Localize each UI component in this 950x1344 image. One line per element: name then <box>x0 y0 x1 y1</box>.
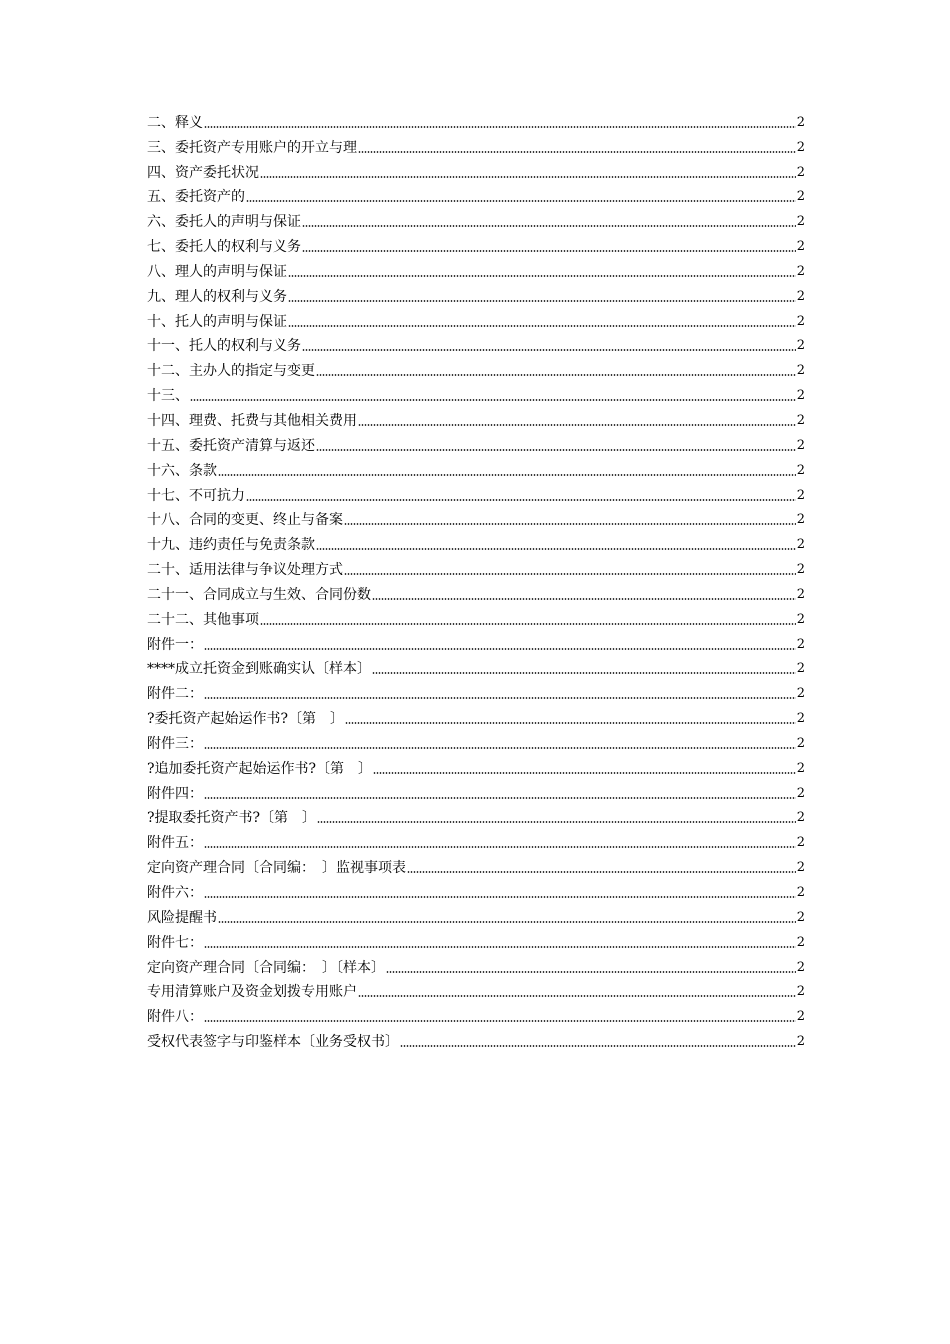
toc-entry[interactable] <box>147 603 805 628</box>
table-of-contents <box>147 106 805 1050</box>
toc-entry-page-number: 2 <box>796 636 805 652</box>
toc-entry[interactable] <box>147 578 805 603</box>
toc-entry[interactable] <box>147 280 805 305</box>
toc-entry-page-number: 2 <box>796 562 805 578</box>
toc-entry-page-number: 2 <box>796 462 805 478</box>
toc-dot-leader <box>358 995 796 997</box>
toc-entry-page-number: 2 <box>796 512 805 528</box>
toc-dot-leader <box>260 176 796 178</box>
toc-entry-title: 附件一： <box>147 636 203 653</box>
toc-entry-page-number: 2 <box>796 934 805 950</box>
toc-entry-title: 附件四： <box>147 785 203 802</box>
toc-entry-page-number: 2 <box>796 959 805 975</box>
toc-dot-leader <box>190 399 796 401</box>
toc-entry-title: 二十二、其他事项 <box>147 611 259 628</box>
toc-entry-title: 专用清算账户及资金划拨专用账户 <box>147 984 357 1001</box>
toc-entry-page-number: 2 <box>796 537 805 553</box>
toc-entry[interactable] <box>147 653 805 678</box>
toc-dot-leader <box>246 200 796 202</box>
toc-dot-leader <box>288 325 796 327</box>
toc-entry[interactable] <box>147 851 805 876</box>
toc-entry[interactable] <box>147 156 805 181</box>
toc-entry-page-number: 2 <box>796 810 805 826</box>
toc-entry-title: 三、委托资产专用账户的开立与理 <box>147 139 357 156</box>
toc-entry-page-number: 2 <box>796 412 805 428</box>
toc-dot-leader <box>204 697 796 699</box>
toc-entry-title: 附件三： <box>147 735 203 752</box>
toc-entry-page-number: 2 <box>796 388 805 404</box>
toc-dot-leader <box>204 797 796 799</box>
toc-dot-leader <box>345 722 796 724</box>
toc-entry-page-number: 2 <box>796 984 805 1000</box>
toc-entry-page-number: 2 <box>796 189 805 205</box>
toc-entry-page-number: 2 <box>796 288 805 304</box>
toc-entry-title: 十、托人的声明与保证 <box>147 313 287 330</box>
toc-entry-title: 受权代表签字与印鉴样本〔业务受权书〕 <box>147 1034 399 1051</box>
toc-entry-title: 二、释义 <box>147 114 203 131</box>
toc-dot-leader <box>358 151 796 153</box>
toc-entry-page-number: 2 <box>796 760 805 776</box>
toc-dot-leader <box>372 672 796 674</box>
toc-entry[interactable] <box>147 181 805 206</box>
toc-entry-page-number: 2 <box>796 611 805 627</box>
toc-entry-title: 二十一、合同成立与生效、合同份数 <box>147 586 371 603</box>
toc-dot-leader <box>317 821 796 823</box>
toc-entry[interactable] <box>147 429 805 454</box>
toc-dot-leader <box>204 846 796 848</box>
toc-entry-page-number: 2 <box>796 735 805 751</box>
toc-entry-page-number: 2 <box>796 1034 805 1050</box>
toc-entry-page-number: 2 <box>796 139 805 155</box>
toc-entry[interactable] <box>147 1000 805 1025</box>
toc-entry-page-number: 2 <box>796 437 805 453</box>
toc-dot-leader <box>302 349 796 351</box>
toc-entry-page-number: 2 <box>796 909 805 925</box>
toc-entry[interactable] <box>147 777 805 802</box>
toc-entry-title: 附件六： <box>147 885 203 901</box>
toc-entry-page-number: 2 <box>796 363 805 379</box>
toc-dot-leader <box>218 474 796 476</box>
toc-dot-leader <box>246 499 796 501</box>
toc-entry-page-number: 2 <box>796 487 805 503</box>
toc-entry[interactable] <box>147 901 805 926</box>
toc-entry[interactable] <box>147 230 805 255</box>
toc-entry-page-number: 2 <box>796 313 805 329</box>
toc-entry[interactable] <box>147 255 805 280</box>
toc-entry-title: 八、理人的声明与保证 <box>147 263 287 280</box>
toc-entry[interactable] <box>147 628 805 653</box>
toc-entry-page-number: 2 <box>796 785 805 801</box>
toc-entry[interactable] <box>147 727 805 752</box>
toc-entry[interactable] <box>147 876 805 901</box>
toc-dot-leader <box>373 772 796 774</box>
toc-entry-title: 七、委托人的权利与义务 <box>147 239 301 256</box>
toc-entry-page-number: 2 <box>796 661 805 677</box>
toc-entry-title: 附件二： <box>147 686 203 703</box>
toc-entry-title: 附件五： <box>147 835 203 852</box>
toc-entry-page-number: 2 <box>796 214 805 230</box>
toc-entry-title: 十八、合同的变更、终止与备案 <box>147 512 343 529</box>
toc-entry-title: 二十、适用法律与争议处理方式 <box>147 562 343 579</box>
toc-entry-title: ?委托资产起始运作书?〔第 〕 <box>147 711 345 728</box>
toc-entry-page-number: 2 <box>796 885 805 900</box>
toc-dot-leader <box>204 648 796 650</box>
toc-dot-leader <box>302 250 796 252</box>
toc-entry[interactable] <box>147 528 805 553</box>
toc-entry-page-number: 2 <box>796 1009 805 1025</box>
toc-dot-leader <box>386 971 796 973</box>
toc-entry-title: ?提取委托资产书?〔第 〕 <box>147 810 317 827</box>
toc-entry[interactable] <box>147 479 805 504</box>
toc-dot-leader <box>204 126 796 128</box>
toc-entry-title: 十七、不可抗力 <box>147 487 245 504</box>
toc-entry[interactable] <box>147 354 805 379</box>
toc-entry-title: 风险提醒书 <box>147 909 217 926</box>
toc-entry-page-number: 2 <box>796 711 805 727</box>
toc-entry-page-number: 2 <box>796 164 805 180</box>
toc-dot-leader <box>204 1020 796 1022</box>
toc-dot-leader <box>204 747 796 749</box>
toc-entry-page-number: 2 <box>796 239 805 255</box>
toc-entry[interactable] <box>147 404 805 429</box>
toc-entry[interactable] <box>147 951 805 976</box>
toc-entry[interactable] <box>147 926 805 951</box>
toc-entry-title: 九、理人的权利与义务 <box>147 288 287 305</box>
toc-entry-title: 四、资产委托状况 <box>147 164 259 181</box>
toc-entry[interactable] <box>147 976 805 1001</box>
toc-entry-page-number: 2 <box>796 263 805 279</box>
toc-entry-title: 附件八： <box>147 1009 203 1026</box>
toc-entry-title: 定向资产理合同〔合同编： 〕〔样本〕 <box>147 959 385 976</box>
toc-entry[interactable] <box>147 106 805 131</box>
toc-entry[interactable] <box>147 205 805 230</box>
toc-entry-title: ?追加委托资产起始运作书?〔第 〕 <box>147 760 373 777</box>
toc-entry[interactable] <box>147 504 805 529</box>
toc-dot-leader <box>288 300 796 302</box>
toc-entry-page-number: 2 <box>796 586 805 602</box>
toc-dot-leader <box>358 424 796 426</box>
toc-entry-title: 十九、违约责任与免责条款 <box>147 537 315 554</box>
toc-dot-leader <box>260 623 796 625</box>
toc-entry-title: 十六、条款 <box>147 462 217 479</box>
toc-entry-title: 十二、主办人的指定与变更 <box>147 363 315 380</box>
toc-entry-page-number: 2 <box>796 338 805 354</box>
toc-dot-leader <box>372 598 796 600</box>
toc-entry-page-number: 2 <box>796 835 805 851</box>
toc-entry[interactable] <box>147 131 805 156</box>
toc-entry-title: 五、委托资产的 <box>147 189 245 206</box>
toc-dot-leader <box>400 1045 796 1047</box>
toc-dot-leader <box>204 896 796 898</box>
toc-dot-leader <box>316 548 796 550</box>
toc-dot-leader <box>344 573 796 575</box>
toc-entry[interactable] <box>147 379 805 404</box>
toc-entry-page-number: 2 <box>796 860 805 876</box>
toc-dot-leader <box>302 225 796 227</box>
toc-entry-title: 十三、 <box>147 388 189 405</box>
toc-entry-title: 附件七： <box>147 934 203 951</box>
toc-dot-leader <box>407 871 796 873</box>
toc-entry[interactable] <box>147 752 805 777</box>
toc-dot-leader <box>204 946 796 948</box>
toc-dot-leader <box>218 921 796 923</box>
toc-entry-title: 十五、委托资产清算与返还 <box>147 437 315 454</box>
toc-dot-leader <box>288 275 796 277</box>
toc-dot-leader <box>344 523 796 525</box>
toc-entry-title: 六、委托人的声明与保证 <box>147 214 301 231</box>
toc-entry[interactable] <box>147 702 805 727</box>
toc-entry[interactable] <box>147 553 805 578</box>
toc-entry[interactable] <box>147 826 805 851</box>
toc-entry[interactable] <box>147 330 805 355</box>
toc-dot-leader <box>316 374 796 376</box>
toc-entry[interactable] <box>147 305 805 330</box>
toc-entry[interactable] <box>147 802 805 827</box>
toc-entry-title: 十四、理费、托费与其他相关费用 <box>147 412 357 429</box>
toc-entry[interactable] <box>147 677 805 702</box>
toc-entry[interactable] <box>147 454 805 479</box>
toc-entry-title: 定向资产理合同〔合同编： 〕监视事项表 <box>147 860 406 877</box>
toc-entry-title: 十一、托人的权利与义务 <box>147 338 301 355</box>
toc-entry-page-number: 2 <box>796 114 805 130</box>
toc-entry-title: ****成立托资金到账确实认〔样本〕 <box>147 661 371 678</box>
toc-entry[interactable] <box>147 1025 805 1050</box>
toc-entry-page-number: 2 <box>796 686 805 702</box>
toc-dot-leader <box>316 449 796 451</box>
